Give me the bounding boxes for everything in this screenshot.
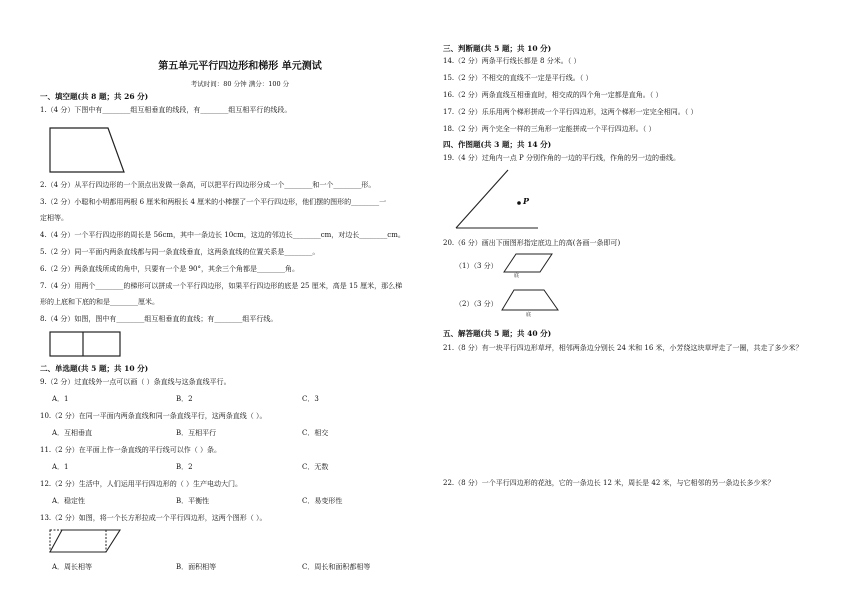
- question-7: 7.（4 分）用两个________的梯形可以拼成一个平行四边形，如果平行四边形的底是 25 厘米，高是 15 厘米，那么梯: [40, 282, 403, 290]
- q9-option-c[interactable]: C．3: [302, 395, 319, 403]
- question-7-cont: 形的上底和下底的和是________厘米。: [40, 298, 159, 306]
- question-20-2: （2）（3 分）: [455, 300, 498, 308]
- section-true-false: 三、判断题(共 5 题；共 10 分): [443, 44, 552, 53]
- trapezoid-figure-2: [500, 288, 560, 312]
- question-11: 11.（2 分）在平面上作一条直线的平行线可以作（ ）条。: [40, 446, 222, 454]
- page-title: 第五单元平行四边形和梯形 单元测试: [158, 61, 322, 72]
- question-14: 14.（2 分）两条平行线长都是 8 分米。（ ）: [443, 57, 581, 65]
- question-13: 13.（2 分）如图，将一个长方形拉成一个平行四边形，这两个图形（ ）。: [40, 514, 267, 522]
- trapezoid-figure: [48, 126, 128, 176]
- question-15: 15.（2 分）不相交的直线不一定是平行线。（ ）: [443, 74, 593, 82]
- point-p-label: P: [523, 196, 530, 206]
- q12-option-b[interactable]: B．平衡性: [176, 497, 210, 505]
- base-label-2: 底: [526, 312, 532, 318]
- q11-option-b[interactable]: B．2: [176, 463, 193, 471]
- base-label-1: 底: [514, 273, 520, 279]
- question-4: 4.（4 分）一个平行四边形的周长是 56cm，其中一条边长 10cm，这边的邻边长________cm，对边长________cm。: [40, 231, 405, 239]
- question-21: 21.（8 分）有一块平行四边形草坪，相邻两条边分别长 24 米和 16 米，小芳绕这块草坪走了一圈，共走了多少米？: [443, 344, 803, 352]
- section-single-choice: 二、单选题(共 5 题；共 10 分): [40, 364, 149, 373]
- parallelogram-figure: [502, 252, 554, 274]
- q13-option-a[interactable]: A．周长相等: [52, 563, 93, 571]
- rectangle-parallelogram-figure: [48, 528, 128, 554]
- question-10: 10.（2 分）在同一平面内两条直线和同一条直线平行，这两条直线（ ）。: [40, 412, 267, 420]
- exam-info: 考试时间：80 分钟 满分：100 分: [190, 80, 290, 88]
- section-drawing: 四、作图题(共 3 题；共 14 分): [443, 140, 552, 149]
- question-18: 18.（2 分）两个完全一样的三角形一定能拼成一个平行四边形。（ ）: [443, 125, 656, 133]
- question-1: 1.（4 分）下图中有________组互相垂直的线段，有________组互相平行的线段。: [40, 106, 292, 114]
- q11-option-a[interactable]: A．1: [52, 463, 69, 471]
- q9-option-a[interactable]: A．1: [52, 395, 69, 403]
- question-5: 5.（2 分）同一平面内两条直线都与同一条直线垂直，这两条直线的位置关系是________。: [40, 248, 320, 256]
- section-fill-in: 一、填空题(共 8 题；共 26 分): [40, 92, 149, 101]
- rectangle-grid-figure: [48, 330, 124, 358]
- q9-option-b[interactable]: B．2: [176, 395, 193, 403]
- section-solve: 五、解答题(共 5 题；共 40 分): [443, 329, 552, 338]
- question-22: 22.（8 分）一个平行四边形的花池，它的一条边长 12 米，周长是 42 米，与它相邻的另一条边长多少米？: [443, 479, 775, 487]
- question-3-cont: 定相等。: [40, 214, 68, 222]
- question-20-1: （1）（3 分）: [455, 262, 498, 270]
- q12-option-a[interactable]: A．稳定性: [52, 497, 86, 505]
- q11-option-c[interactable]: C．无数: [302, 463, 329, 471]
- q12-option-c[interactable]: C．易变形性: [302, 497, 343, 505]
- q13-option-b[interactable]: B．面积相等: [176, 563, 217, 571]
- question-6: 6.（2 分）两条直线所成的角中，只要有一个是 90°，其余三个角都是________角。: [40, 265, 299, 273]
- q13-option-c[interactable]: C．周长和面积都相等: [302, 563, 371, 571]
- question-2: 2.（4 分）从平行四边形的一个顶点出发做一条高，可以把平行四边形分成一个________和一个________形。: [40, 181, 376, 189]
- question-19: 19.（4 分）过角内一点 P 分别作角的一边的平行线，作角的另一边的垂线。: [443, 154, 680, 162]
- question-9: 9.（2 分）过直线外一点可以画（ ）条直线与这条直线平行。: [40, 378, 231, 386]
- q10-option-c[interactable]: C．相交: [302, 429, 329, 437]
- question-12: 12.（2 分）生活中，人们运用平行四边形的（ ）生产电动大门。: [40, 480, 243, 488]
- q10-option-b[interactable]: B．互相平行: [176, 429, 217, 437]
- question-16: 16.（2 分）两条直线互相垂直时，相交成的四个角一定都是直角。（ ）: [443, 91, 663, 99]
- question-3: 3.（2 分）小聪和小明都用两根 6 厘米和两根长 4 厘米的小棒摆了一个平行四边形，他们摆的图形的________一: [40, 198, 387, 206]
- question-8: 8.（4 分）如图，图中有________组互相垂直的直线；有________组平行线。: [40, 315, 278, 323]
- question-20: 20.（6 分）画出下面图形指定底边上的高(各画一条即可): [443, 239, 621, 247]
- question-17: 17.（2 分）乐乐用两个梯形拼成一个平行四边形，这两个梯形一定完全相同。（ ）: [443, 108, 698, 116]
- q10-option-a[interactable]: A．互相垂直: [52, 429, 93, 437]
